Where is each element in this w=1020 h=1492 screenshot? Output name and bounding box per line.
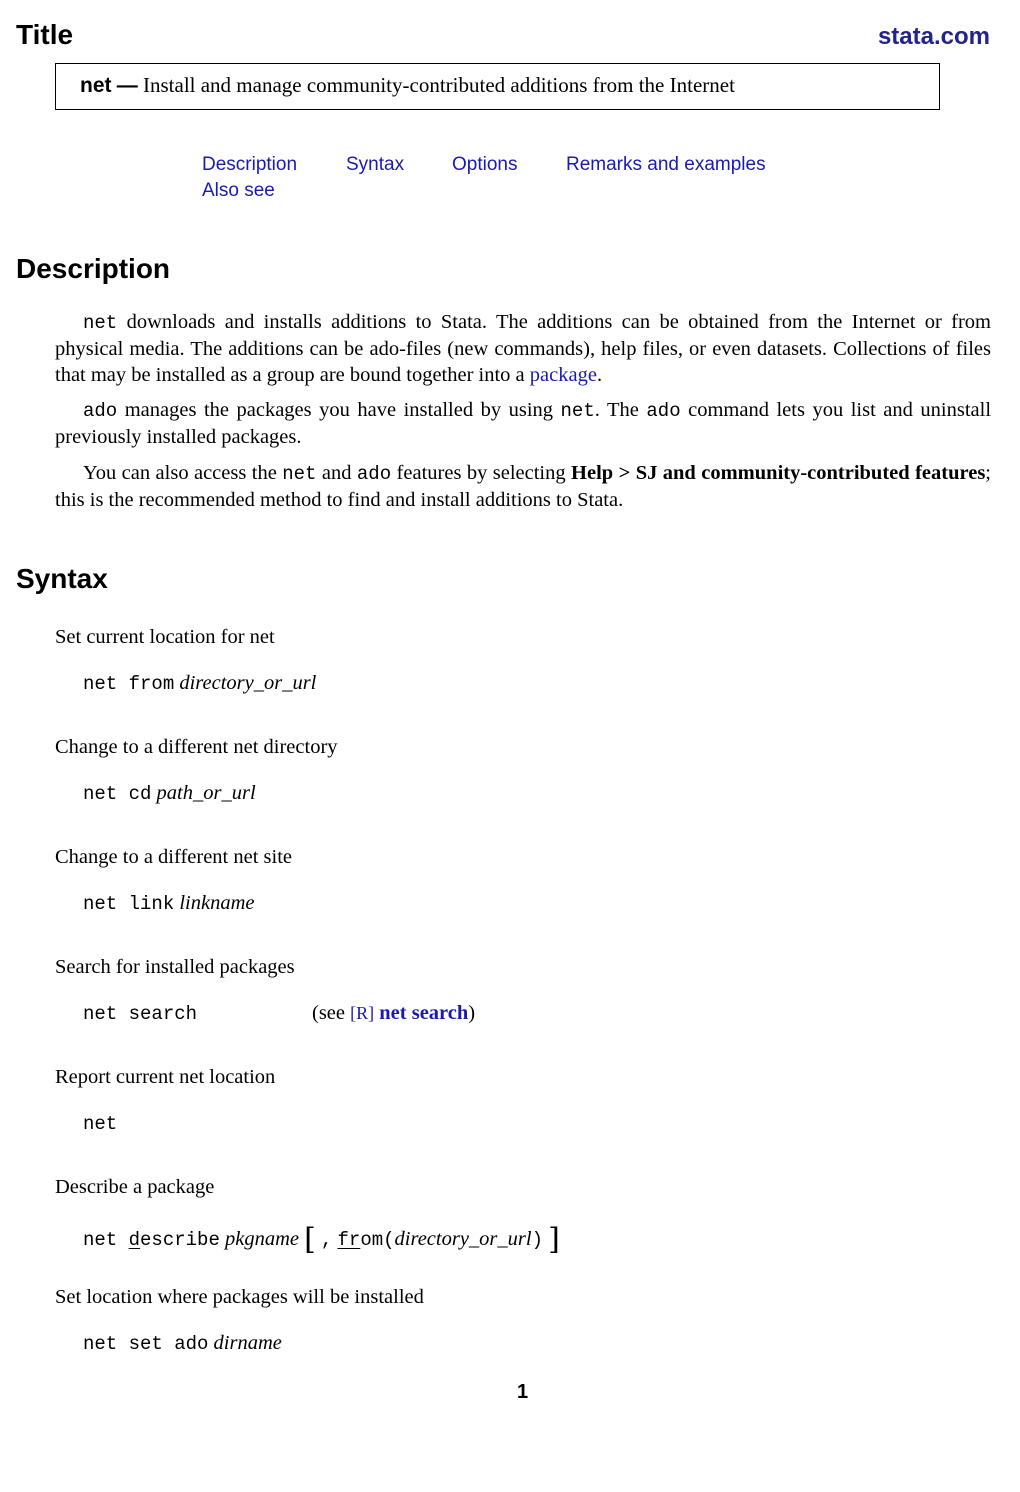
syntax-label: Report current net location [55,1066,276,1088]
syntax-keyword: net cd [83,783,152,805]
syntax-command [83,1002,197,1025]
section-heading-syntax: Syntax [16,563,108,594]
syntax-command [83,892,255,915]
option-name: om( [360,1229,395,1251]
toc-link-remarks[interactable]: Remarks and examples [566,154,766,175]
syntax-keyword: net set ado [83,1333,209,1355]
description-paragraph-1 [55,309,991,388]
syntax-label: Change to a different net site [55,846,293,868]
syntax-argument: pkgname [224,1228,299,1250]
syntax-command [83,1332,282,1355]
paragraph-text: . The [594,399,639,421]
inline-code: ado [646,400,681,422]
net-search-link[interactable]: net search [379,1002,469,1024]
description-paragraph-2 [55,397,991,450]
syntax-keyword-abbrev: d [128,1229,141,1251]
syntax-keyword: net search [83,1003,198,1025]
inline-code: ado [83,400,118,422]
paragraph-text: command lets you list and uninstall previously installed packages. [55,399,992,448]
syntax-label: Search for installed packages [55,956,295,978]
description-paragraph-3 [55,460,991,513]
syntax-argument: path_or_url [156,782,256,804]
inline-code: net [560,400,595,422]
syntax-label: Set current location for net [55,626,275,648]
package-link[interactable]: package [529,364,597,386]
optional-bracket-open: [ [304,1222,316,1257]
paragraph-text: You can also access the [83,462,277,484]
section-heading-description: Description [16,253,171,284]
syntax-argument: dirname [213,1332,282,1354]
entry-dash: — [116,74,138,97]
option-abbrev: fr [337,1229,361,1251]
page-number: 1 [516,1381,529,1403]
see-also-reference [312,1002,475,1025]
syntax-keyword: net from [83,673,175,695]
stata-com-link[interactable]: stata.com [877,23,990,50]
paragraph-text: downloads and installs additions to Stata. The additions can be obtained from the Internet or from physical media. The additions can be ado-files (new commands), help files, or even datasets. Collections of files that may be installed as a group are bound together into a [55,311,991,386]
syntax-keyword: net [83,1229,118,1251]
syntax-command [83,1112,117,1135]
option-close: ) [531,1229,543,1251]
entry-summary: Install and manage community-contributed additions from the Internet [143,73,735,97]
syntax-keyword: net link [83,893,175,915]
see-prefix: (see [312,1002,346,1024]
entry-command: net [80,74,112,97]
optional-bracket-close: ] [548,1222,560,1257]
manual-link[interactable]: [R] [350,1003,375,1023]
inline-code: net [83,312,118,334]
paragraph-text: . [596,364,603,386]
toc-link-also-see[interactable]: Also see [202,180,275,201]
syntax-keyword: escribe [140,1229,220,1251]
toc-link-syntax[interactable]: Syntax [346,154,405,175]
option-separator: , [320,1229,333,1251]
menu-path: Help > SJ and community-contributed features [571,462,986,484]
option-argument: directory_or_url [394,1228,532,1250]
syntax-label: Describe a package [55,1176,215,1198]
inline-code: net [282,463,317,485]
toc-link-description[interactable]: Description [202,154,298,175]
syntax-argument: directory_or_url [179,672,317,694]
inline-code: ado [356,463,392,485]
paragraph-text: manages the packages you have installed by using [124,399,554,421]
syntax-command [83,672,316,695]
paragraph-text: features by selecting [396,462,566,484]
syntax-label: Set location where packages will be installed [55,1286,424,1308]
syntax-command [83,782,256,805]
paragraph-text: ; this is the recommended method to find and install additions to Stata. [55,462,991,511]
page-heading-title: Title [16,19,74,50]
syntax-label: Change to a different net directory [55,736,338,758]
toc-link-options[interactable]: Options [452,154,518,175]
see-suffix: ) [468,1002,476,1024]
syntax-command [83,1222,560,1257]
syntax-argument: linkname [179,892,255,914]
paragraph-text: and [321,462,352,484]
entry-title [80,73,735,98]
syntax-keyword: net [83,1113,118,1135]
